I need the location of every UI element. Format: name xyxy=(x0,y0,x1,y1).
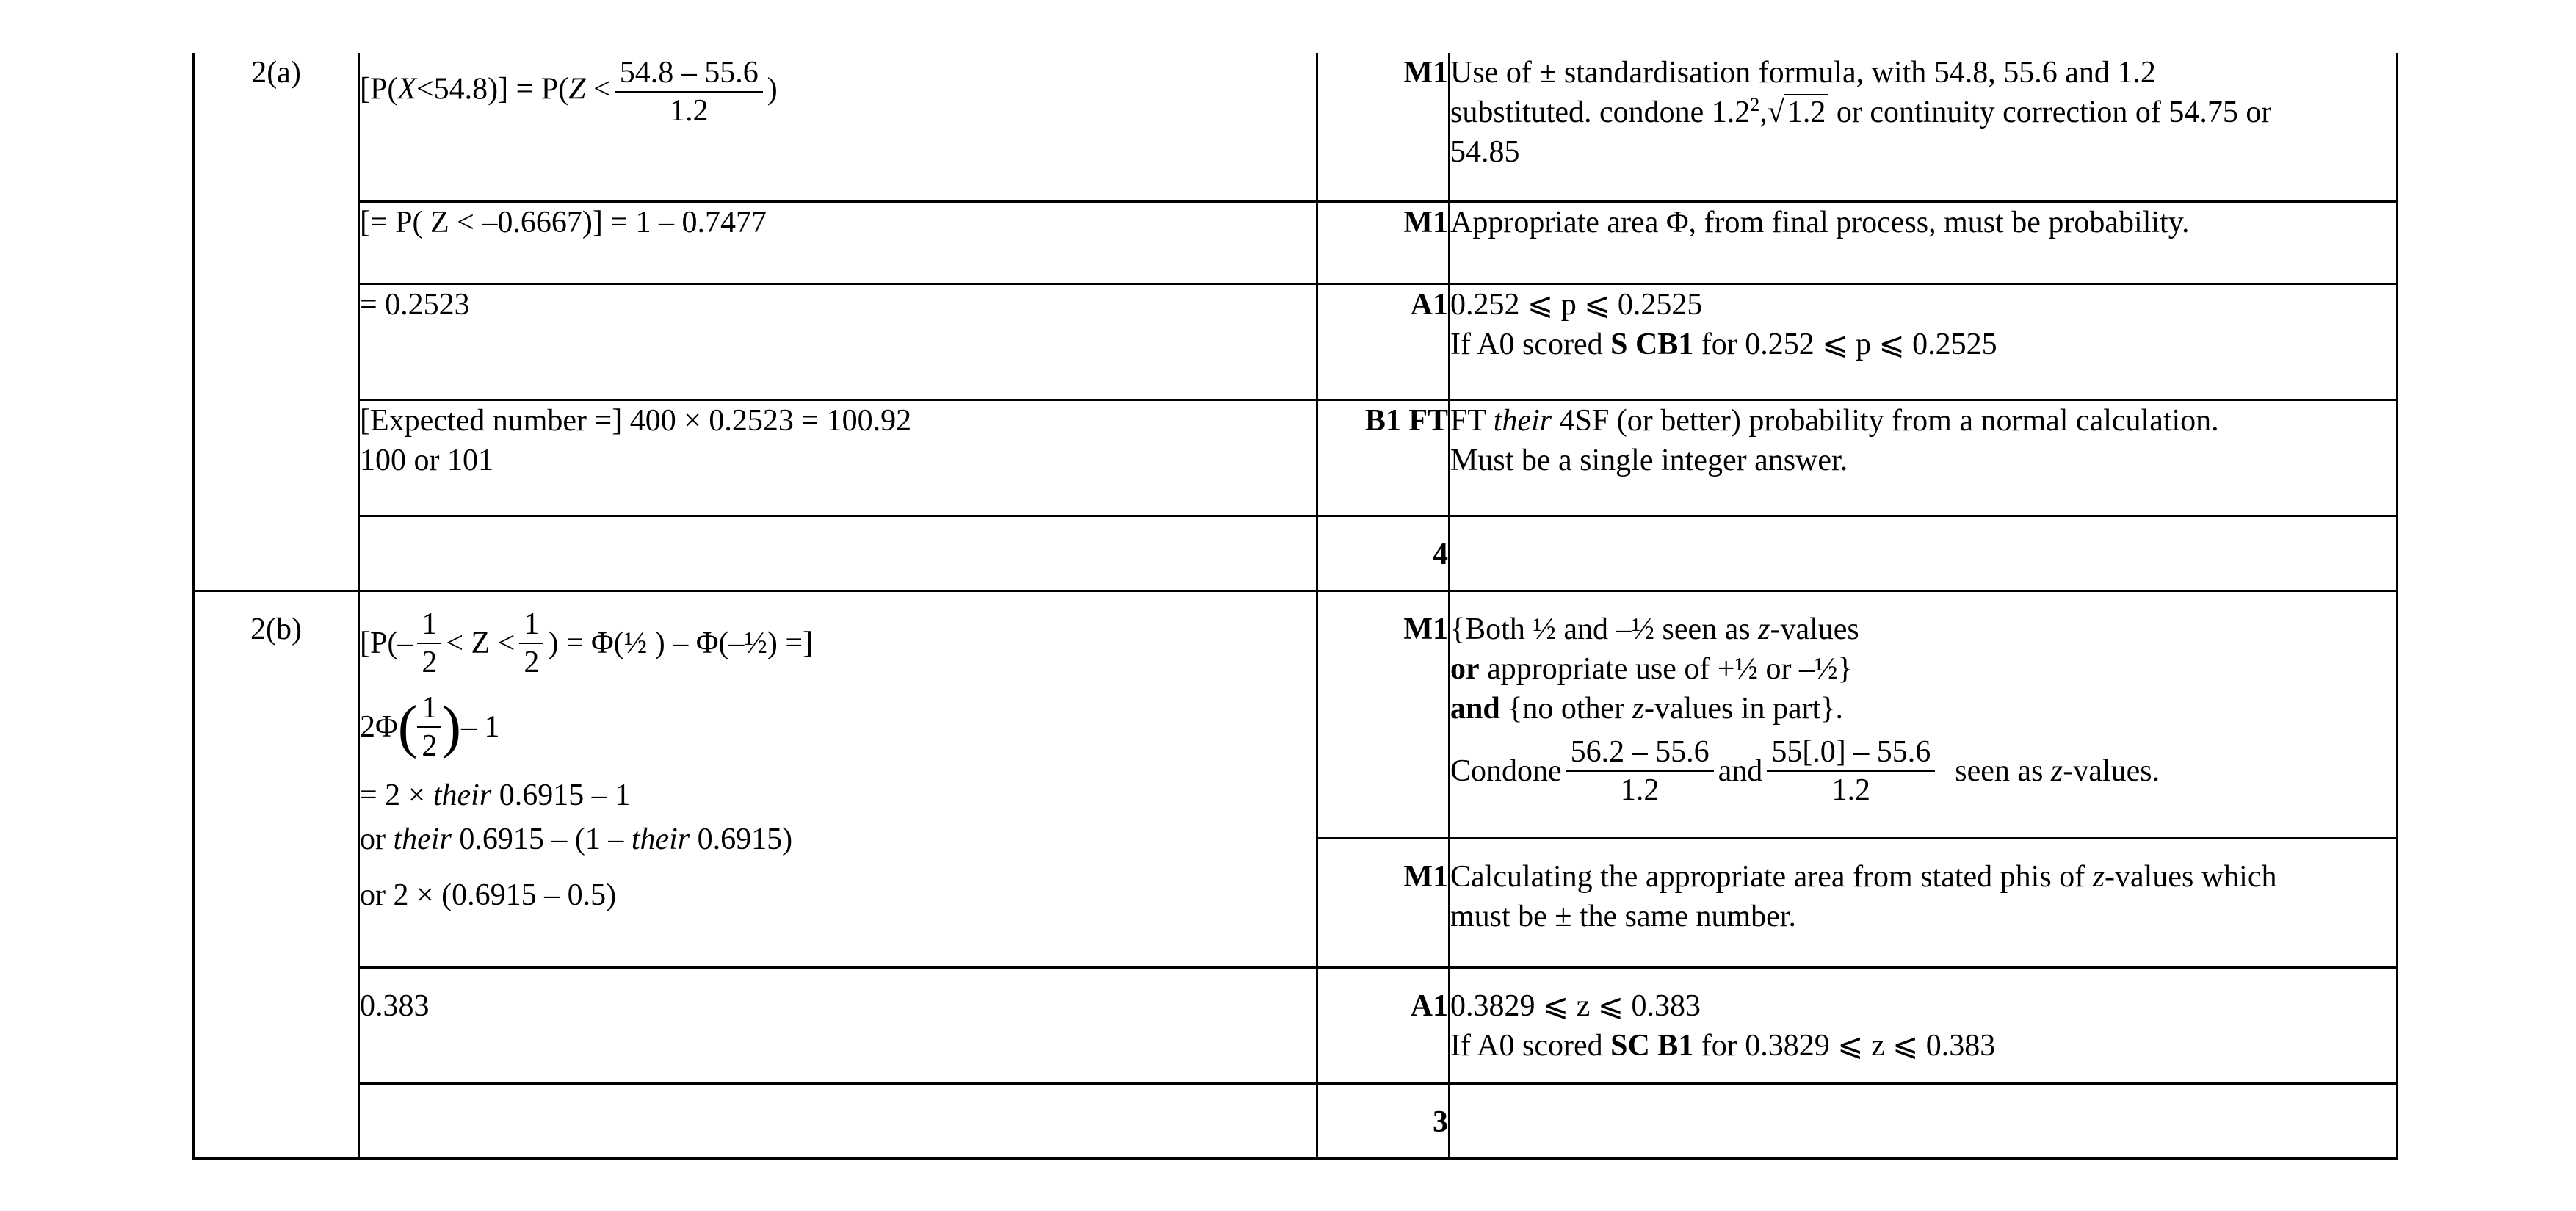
answer-cell xyxy=(359,1083,1317,1158)
guidance-text: or continuity correction of 54.75 or xyxy=(1828,95,2272,129)
guidance-text: z xyxy=(1758,612,1770,646)
answer-text: their xyxy=(433,778,492,812)
guidance-text: z xyxy=(1632,691,1645,726)
answer-cell xyxy=(359,516,1317,590)
answer-line xyxy=(360,682,1316,773)
guidance-cell xyxy=(1450,283,2398,400)
mark-cell xyxy=(1317,400,1450,516)
guidance-text: -values. xyxy=(2063,753,2160,788)
answer-cell xyxy=(359,400,1317,516)
mark-label: M1 xyxy=(1403,612,1448,646)
guidance-text: seen as xyxy=(1939,753,2051,788)
guidance-text: {Both ½ and –½ seen as xyxy=(1450,612,1759,646)
guidance-text: 4SF (or better) probability from a normal calculation. xyxy=(1552,403,2219,438)
answer-line xyxy=(360,605,1316,682)
mark-label: A1 xyxy=(1410,287,1448,322)
answer-text: 0.6915) xyxy=(690,822,793,856)
guidance-cell xyxy=(1450,967,2398,1083)
answer-text: ) = Φ(½ ) – Φ(–½) =] xyxy=(548,626,814,660)
mark-label: M1 xyxy=(1403,205,1448,239)
guidance-text: ,√ xyxy=(1759,95,1784,129)
table-row xyxy=(194,400,2398,516)
answer-text: = 2 × xyxy=(360,778,433,812)
guidance-text: Calculating the appropriate area from stated phis of xyxy=(1450,859,2093,894)
question-label: 2(a) xyxy=(251,56,301,90)
fraction-numerator: 1 xyxy=(519,606,543,644)
answer-cell xyxy=(359,201,1317,283)
answer-line: [Expected number =] 400 × 0.2523 = 100.92 xyxy=(360,403,912,438)
guidance-line: 0.252 ⩽ p ⩽ 0.2525 xyxy=(1450,287,1703,322)
guidance-cell xyxy=(1450,1083,2398,1158)
guidance-text: for 0.3829 ⩽ z ⩽ 0.383 xyxy=(1693,1028,1996,1063)
answer-text: 2Φ xyxy=(360,709,398,744)
table-row xyxy=(194,516,2398,590)
guidance-line: 0.3829 ⩽ z ⩽ 0.383 xyxy=(1450,988,1701,1023)
bracket-close: ) xyxy=(441,694,461,759)
total-marks: 4 xyxy=(1433,537,1448,571)
guidance-line: must be ± the same number. xyxy=(1450,899,1796,933)
guidance-text: z xyxy=(2050,753,2063,788)
table-row xyxy=(194,590,2398,838)
fraction-numerator: 54.8 – 55.6 xyxy=(615,54,763,93)
answer-text: their xyxy=(631,822,690,856)
mark-label: A1 xyxy=(1410,988,1448,1023)
guidance-line xyxy=(1450,93,2396,132)
fraction xyxy=(615,54,763,129)
answer-text: – 1 xyxy=(460,709,500,744)
fraction-denominator: 2 xyxy=(524,645,540,679)
fraction xyxy=(417,606,441,681)
guidance-text: -values which xyxy=(2105,859,2277,894)
answer-line xyxy=(360,776,1316,815)
guidance-text: Condone xyxy=(1450,753,1562,788)
mark-cell xyxy=(1317,590,1450,838)
answer-var: Z xyxy=(568,72,586,106)
fraction-denominator: 1.2 xyxy=(1620,773,1660,807)
guidance-line xyxy=(1450,1026,2396,1066)
answer-text: ) xyxy=(767,72,778,106)
answer-line: or 2 × (0.6915 – 0.5) xyxy=(360,878,617,912)
answer-line: = 0.2523 xyxy=(360,287,470,322)
guidance-cell xyxy=(1450,590,2398,838)
total-marks: 3 xyxy=(1433,1105,1448,1139)
question-number-2a xyxy=(194,53,359,590)
fraction-denominator: 1.2 xyxy=(670,94,709,128)
guidance-text: z xyxy=(2092,859,2105,894)
answer-text: < xyxy=(585,72,611,106)
table-row xyxy=(194,283,2398,400)
answer-line xyxy=(360,53,1316,129)
guidance-line xyxy=(1450,325,2396,364)
guidance-line: Use of ± standardisation formula, with 54.8, 55.6 and 1.2 xyxy=(1450,56,2156,90)
answer-text: <54.8)] = P( xyxy=(416,72,569,106)
sqrt-radicand: 1.2 xyxy=(1784,94,1829,129)
table-row xyxy=(194,967,2398,1083)
table-row xyxy=(194,201,2398,283)
answer-text: [P( xyxy=(360,72,398,106)
fraction xyxy=(1767,734,1935,809)
guidance-text: or xyxy=(1450,651,1480,686)
mark-label: M1 xyxy=(1403,859,1448,894)
answer-text: < Z < xyxy=(446,626,515,660)
answer-text: 0.6915 – 1 xyxy=(491,778,631,812)
special-case-mark: S CB1 xyxy=(1610,327,1694,361)
guidance-line xyxy=(1450,689,2396,729)
guidance-text: -values in part}. xyxy=(1644,691,1843,726)
fraction-numerator: 55[.0] – 55.6 xyxy=(1767,734,1935,772)
guidance-cell xyxy=(1450,201,2398,283)
guidance-text: their xyxy=(1493,403,1552,438)
guidance-line xyxy=(1450,401,2396,441)
guidance-text: substituted. condone 1.2 xyxy=(1450,95,1751,129)
special-case-mark: SC B1 xyxy=(1610,1028,1694,1063)
question-number-2b xyxy=(194,590,359,1158)
fraction xyxy=(417,690,441,764)
guidance-text: {no other xyxy=(1499,691,1632,726)
guidance-cell xyxy=(1450,53,2398,201)
fraction-numerator: 1 xyxy=(417,690,441,728)
fraction-numerator: 1 xyxy=(417,606,441,644)
mark-label: B1 FT xyxy=(1364,403,1448,438)
guidance-line xyxy=(1450,857,2396,897)
guidance-text: for 0.252 ⩽ p ⩽ 0.2525 xyxy=(1693,327,1997,361)
answer-text: their xyxy=(393,822,452,856)
guidance-text: If A0 scored xyxy=(1450,327,1611,361)
mark-label: M1 xyxy=(1403,56,1448,90)
guidance-line xyxy=(1450,610,2396,649)
mark-cell xyxy=(1317,967,1450,1083)
answer-text: [P(– xyxy=(360,626,413,660)
guidance-text: and xyxy=(1450,691,1500,726)
answer-line: 0.383 xyxy=(360,988,430,1023)
guidance-cell xyxy=(1450,516,2398,590)
answer-cell xyxy=(359,590,1317,967)
mark-cell xyxy=(1317,53,1450,201)
table-row xyxy=(194,1083,2398,1158)
fraction xyxy=(519,606,543,681)
mark-cell xyxy=(1317,838,1450,967)
fraction-denominator: 2 xyxy=(422,645,438,679)
guidance-cell xyxy=(1450,838,2398,967)
total-mark-cell xyxy=(1317,516,1450,590)
answer-text: 0.6915 – (1 – xyxy=(451,822,632,856)
guidance-line: Appropriate area Φ, from final process, must be probability. xyxy=(1450,205,2190,239)
fraction-denominator: 1.2 xyxy=(1831,773,1871,807)
answer-var: X xyxy=(397,72,416,106)
guidance-text: appropriate use of +½ or –½} xyxy=(1479,651,1853,686)
fraction-numerator: 56.2 – 55.6 xyxy=(1566,734,1714,772)
answer-cell xyxy=(359,53,1317,201)
answer-line: [= P( Z < –0.6667)] = 1 – 0.7477 xyxy=(360,205,767,239)
question-label: 2(b) xyxy=(250,612,302,646)
guidance-line xyxy=(1450,729,2396,814)
answer-cell xyxy=(359,967,1317,1083)
guidance-text: -values xyxy=(1770,612,1859,646)
bracket-open: ( xyxy=(397,694,418,759)
mark-scheme-table xyxy=(192,53,2398,1160)
answer-line: 100 or 101 xyxy=(360,443,493,477)
guidance-line xyxy=(1450,649,2396,689)
guidance-line: 54.85 xyxy=(1450,135,1520,169)
answer-cell xyxy=(359,283,1317,400)
mark-cell xyxy=(1317,283,1450,400)
answer-text: or xyxy=(360,822,394,856)
guidance-text: If A0 scored xyxy=(1450,1028,1611,1063)
fraction-denominator: 2 xyxy=(422,729,438,763)
guidance-text: and xyxy=(1718,753,1763,788)
fraction xyxy=(1566,734,1714,809)
table-row xyxy=(194,53,2398,201)
total-mark-cell xyxy=(1317,1083,1450,1158)
guidance-line: Must be a single integer answer. xyxy=(1450,443,1848,477)
guidance-cell xyxy=(1450,400,2398,516)
superscript: 2 xyxy=(1750,94,1760,115)
mark-cell xyxy=(1317,201,1450,283)
answer-line xyxy=(360,820,1316,859)
guidance-text: FT xyxy=(1450,403,1494,438)
